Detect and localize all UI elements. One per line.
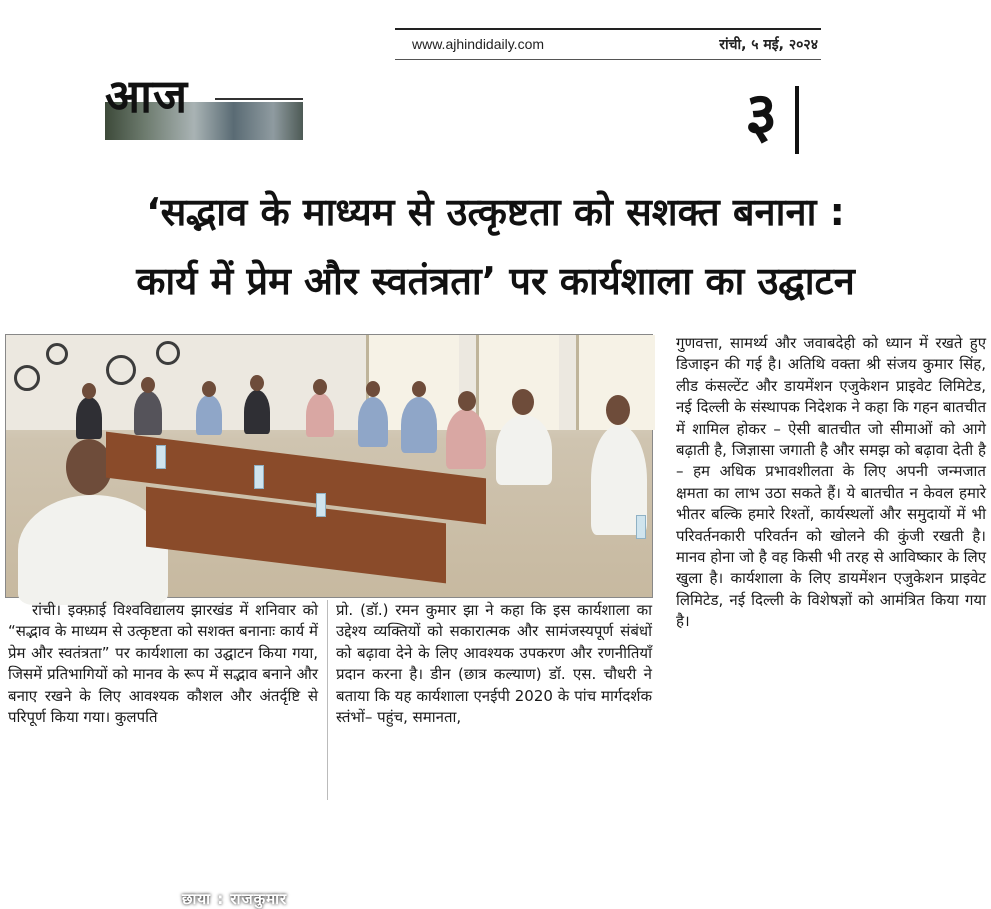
newspaper-logo: [105, 69, 303, 140]
wall-gear-graphic: [46, 343, 68, 365]
attendee-head: [250, 375, 264, 391]
dateline: रांची, ५ मई, २०२४: [719, 37, 818, 53]
photo-credit: छाया : राजकुमार: [182, 890, 288, 908]
logo-rule: [215, 98, 303, 100]
article-column-1: रांची। इक्फ़ाई विश्वविद्यालय झारखंड में शनिवार को “सद्भाव के माध्यम से उत्कृष्टता को सशक्त बनानाः कार्य में प्रेम और स्वतंत्रता” पर कार्यशाला का उद्घाटन किया गया, जिसमें प्रतिभागियों को मानव के रूप में सद्भाव बनाने और बनाए रखने के लिए आवश्यक कौशल और अंतर्दृष्टि से परिपूर्ण किया गया। कुलपति: [8, 601, 318, 727]
attendee: [446, 409, 486, 469]
attendee-head: [202, 381, 216, 397]
attendee-head: [82, 383, 96, 399]
attendee: [496, 415, 552, 485]
water-bottle: [636, 515, 646, 539]
attendee-head: [412, 381, 426, 397]
masthead-top-rule: [395, 28, 821, 30]
headline-line-2: कार्य में प्रेम और स्वतंत्रता’ पर कार्यशाला का उद्घाटन: [136, 259, 855, 303]
attendee: [76, 397, 102, 439]
wall-gear-graphic: [156, 341, 180, 365]
water-bottle: [156, 445, 166, 469]
attendee-head: [606, 395, 630, 425]
attendee-head: [313, 379, 327, 395]
logo-text: आज: [105, 69, 189, 123]
attendee: [358, 397, 388, 447]
water-bottle: [254, 465, 264, 489]
water-bottle: [316, 493, 326, 517]
attendee-head: [366, 381, 380, 397]
attendee-head: [512, 389, 534, 415]
attendee: [196, 395, 222, 435]
attendee-head: [141, 377, 155, 393]
page-number: ३: [745, 78, 778, 151]
attendee: [306, 393, 334, 437]
page-number-bar: [795, 86, 799, 154]
attendee: [134, 391, 162, 435]
wall-gear-graphic: [14, 365, 40, 391]
attendee-head: [458, 391, 476, 411]
column-divider: [327, 600, 328, 800]
website-url: www.ajhindidaily.com: [412, 36, 545, 52]
attendee: [401, 397, 437, 453]
article-column-3: गुणवत्ता, सामर्थ्य और जवाबदेही को ध्यान में रखते हुए डिजाइन की गई है। अतिथि वक्ता श्री संजय कुमार सिंह, लीड कंसल्टेंट और डायमेंशन एजुकेशन प्राइवेट लिमिटेड, नई दिल्ली के संस्थापक निदेशक ने कहा कि गहन बातचीत में शामिल होकर – ऐसी बातचीत जो सीमाओं को आगे बढ़ाती है, जिज्ञासा जगाती है और समझ को बढ़ावा देती है – हम अधिक प्रभावशीलता के लिए अपनी जन्मजात क्षमता का लाभ उठा सकते हैं। ये बातचीत न केवल हमारे भीतर बल्कि हमारे रिश्तों, कार्यस्थलों और समुदायों में भी परिवर्तनकारी परिवर्तन को खोलने की कुंजी रखती है। मानव होना जो है वह किसी भी तरह से आविष्कार के लिए खुला है। कार्यशाला के लिए डायमेंशन एजुकेशन प्राइवेट लिमिटेड, नई दिल्ली के विशेषज्ञों को आमंत्रित किया गया है।: [676, 334, 986, 631]
masthead-bottom-rule: [395, 59, 821, 60]
article-column-2: प्रो. (डॉ.) रमन कुमार झा ने कहा कि इस कार्यशाला का उद्देश्य व्यक्तियों को सकारात्मक और सामंजस्यपूर्ण संबंधों को बढ़ावा देने के लिए आवश्यक उपकरण और रणनीतियाँ प्रदान करना है। डीन (छात्र कल्याण) डॉ. एस. चौधरी ने बताया कि यह कार्यशाला एनईपी 2020 के पांच मार्गदर्शक स्तंभों– पहुंच, समानता,: [336, 601, 652, 727]
attendee: [244, 390, 270, 434]
wall-gear-graphic: [106, 355, 136, 385]
headline-line-1: ‘सद्भाव के माध्यम से उत्कृष्टता को सशक्त बनाना :: [146, 190, 845, 234]
